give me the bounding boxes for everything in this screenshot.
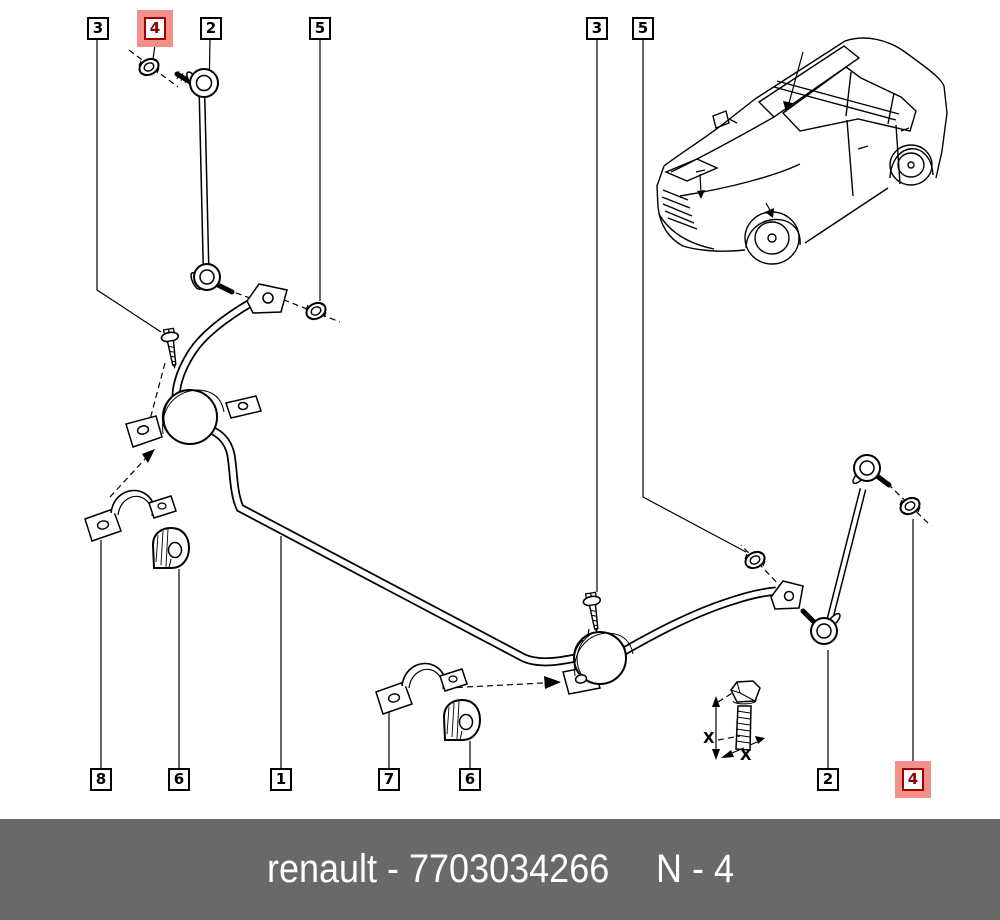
footer-bar [0,819,1000,920]
nut-mid-right [743,549,768,572]
footer-text [266,847,733,892]
inset-dim-label: X [703,729,715,747]
screw-left [160,328,183,371]
bar-end-bracket-right [771,581,803,609]
callout-2-top[interactable]: 2 [200,17,222,40]
stabilizer-bar [176,302,776,662]
assembly-axis-lines [129,50,931,677]
callout-7-bottom[interactable]: 7 [378,768,400,791]
bar-bushing-mount-right [563,632,633,694]
footer-page-reference: N - 4 [655,847,734,891]
footer-brand-part-number: renault - 7703034266 [266,847,609,891]
callout-leader-lines [97,39,913,769]
bar-bushing-mount-left [126,390,261,447]
bolt-dimension-inset [703,681,765,764]
callout-1-bottom[interactable]: 1 [270,768,292,791]
vehicle-illustration [657,38,947,264]
inset-thread-label: X [740,746,752,764]
bushing-right [444,700,480,740]
callout-4-bottom-highlighted[interactable]: 4 [902,768,924,791]
stabilizer-link-right [803,455,889,644]
callout-3-top-right[interactable]: 3 [586,17,608,40]
callout-5-top[interactable]: 5 [309,17,331,40]
callout-4-top-highlighted[interactable]: 4 [144,17,166,40]
callout-5-top-right[interactable]: 5 [632,17,654,40]
nut-mid-left [304,300,329,323]
bushing-left [153,528,189,568]
screw-right [582,592,605,635]
stabilizer-link-left [177,69,232,292]
location-arrow-wheel [765,203,774,218]
callout-2-bottom[interactable]: 2 [817,768,839,791]
callout-8-bottom[interactable]: 8 [90,768,112,791]
callout-6-bottom-right[interactable]: 6 [459,768,481,791]
callout-6-bottom-left[interactable]: 6 [168,768,190,791]
bar-end-bracket-left [247,284,287,313]
location-arrow-roof [783,52,803,112]
callout-3-top-left[interactable]: 3 [87,17,109,40]
